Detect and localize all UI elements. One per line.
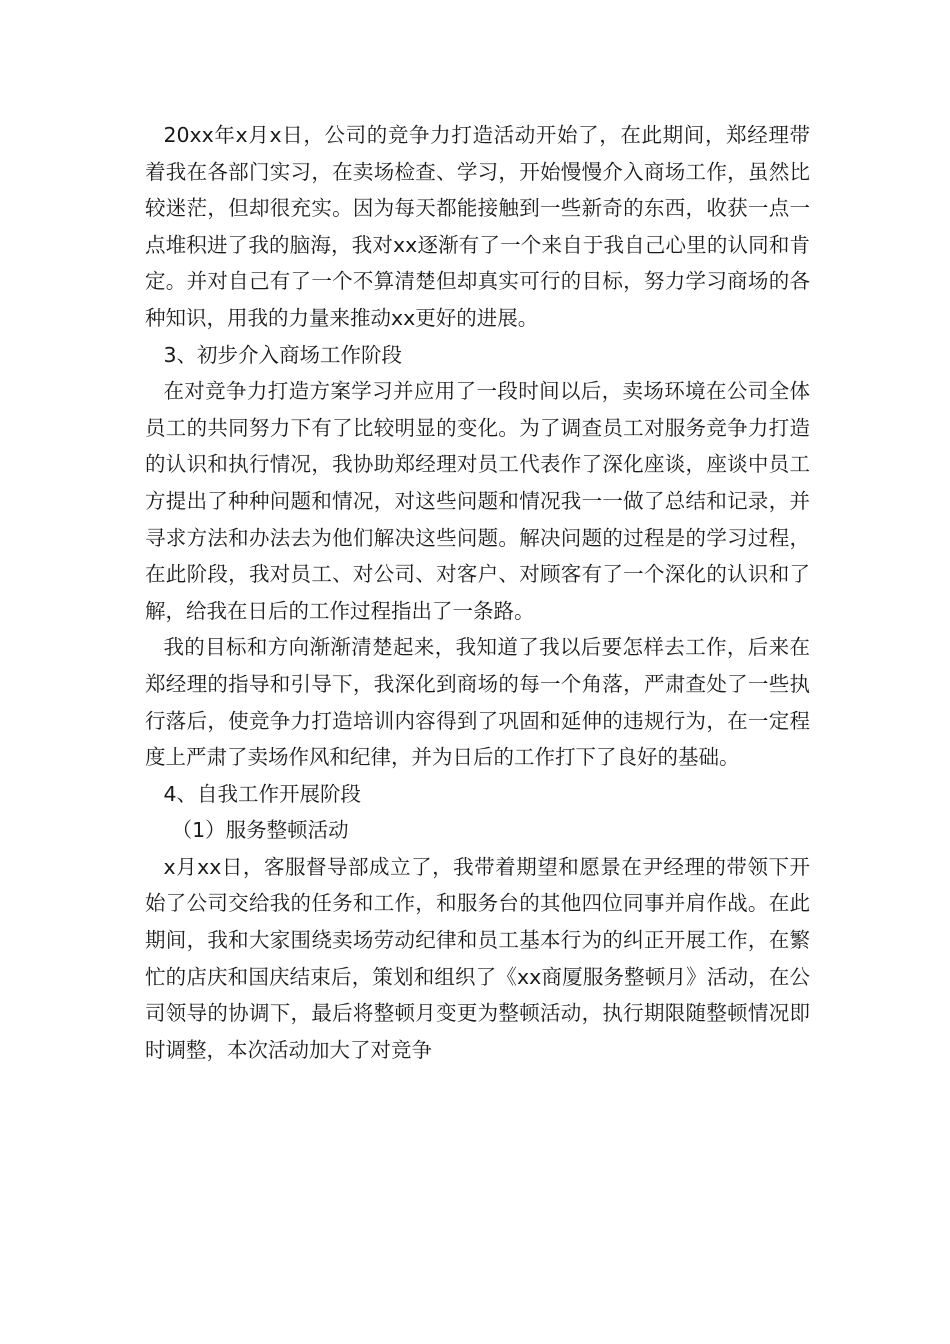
paragraph-service-rectification: x月xx日，客服督导部成立了，我带着期望和愿景在尹经理的带领下开始了公司交给我的任务和工作，和服务台的其他四位同事并肩作战。在此期间，我和大家围绕卖场劳动纪律和员工基本行为的纠正开展工作，在繁忙的店庆和国庆结束后，策划和组织了《xx商厦服务整顿月》活动，在公司领导的协调下，最后将整顿月变更为整顿活动，执行期限随整顿情况即时调整，本次活动加大了对竞争 xyxy=(145,854,810,1062)
section-heading-4: 4、自我工作开展阶段 xyxy=(163,781,361,806)
paragraph-initial-involvement: 在对竞争力打造方案学习并应用了一段时间以后，卖场环境在公司全体员工的共同努力下有了比较明显的变化。为了调查员工对服务竞争力打造的认识和执行情况，我协助郑经理对员工代表作了深化座谈，座谈中员工方提出了种种问题和情况，对这些问题和情况我一一做了总结和记录，并寻求方法和办法去为他们解决这些问题。解决问题的过程是的学习过程，在此阶段，我对员工、对公司、对客户、对顾客有了一个深化的认识和了解，给我在日后的工作过程指出了一条路。 xyxy=(145,379,810,623)
document-body xyxy=(145,117,810,1068)
subsection-heading-service-rectification: （1）服务整顿活动 xyxy=(171,818,349,843)
section-heading-3: 3、初步介入商场工作阶段 xyxy=(163,342,402,367)
paragraph-competitiveness-start: 20xx年x月x日，公司的竞争力打造活动开始了，在此期间，郑经理带着我在各部门实习，在卖场检查、学习，开始慢慢介入商场工作，虽然比较迷茫，但却很充实。因为每天都能接触到一些新奇的东西，收获一点一点堆积进了我的脑海，我对xx逐渐有了一个来自于我自己心里的认同和肯定。并对自己有了一个不算清楚但却真实可行的目标，努力学习商场的各种知识，用我的力量来推动xx更好的进展。 xyxy=(145,123,810,330)
paragraph-goals-direction: 我的目标和方向渐渐清楚起来，我知道了我以后要怎样去工作，后来在郑经理的指导和引导下，我深化到商场的每一个角落，严肃查处了一些执行落后，使竞争力打造培训内容得到了巩固和延伸的违规行为，在一定程度上严肃了卖场作风和纪律，并为日后的工作打下了良好的基础。 xyxy=(145,635,810,770)
